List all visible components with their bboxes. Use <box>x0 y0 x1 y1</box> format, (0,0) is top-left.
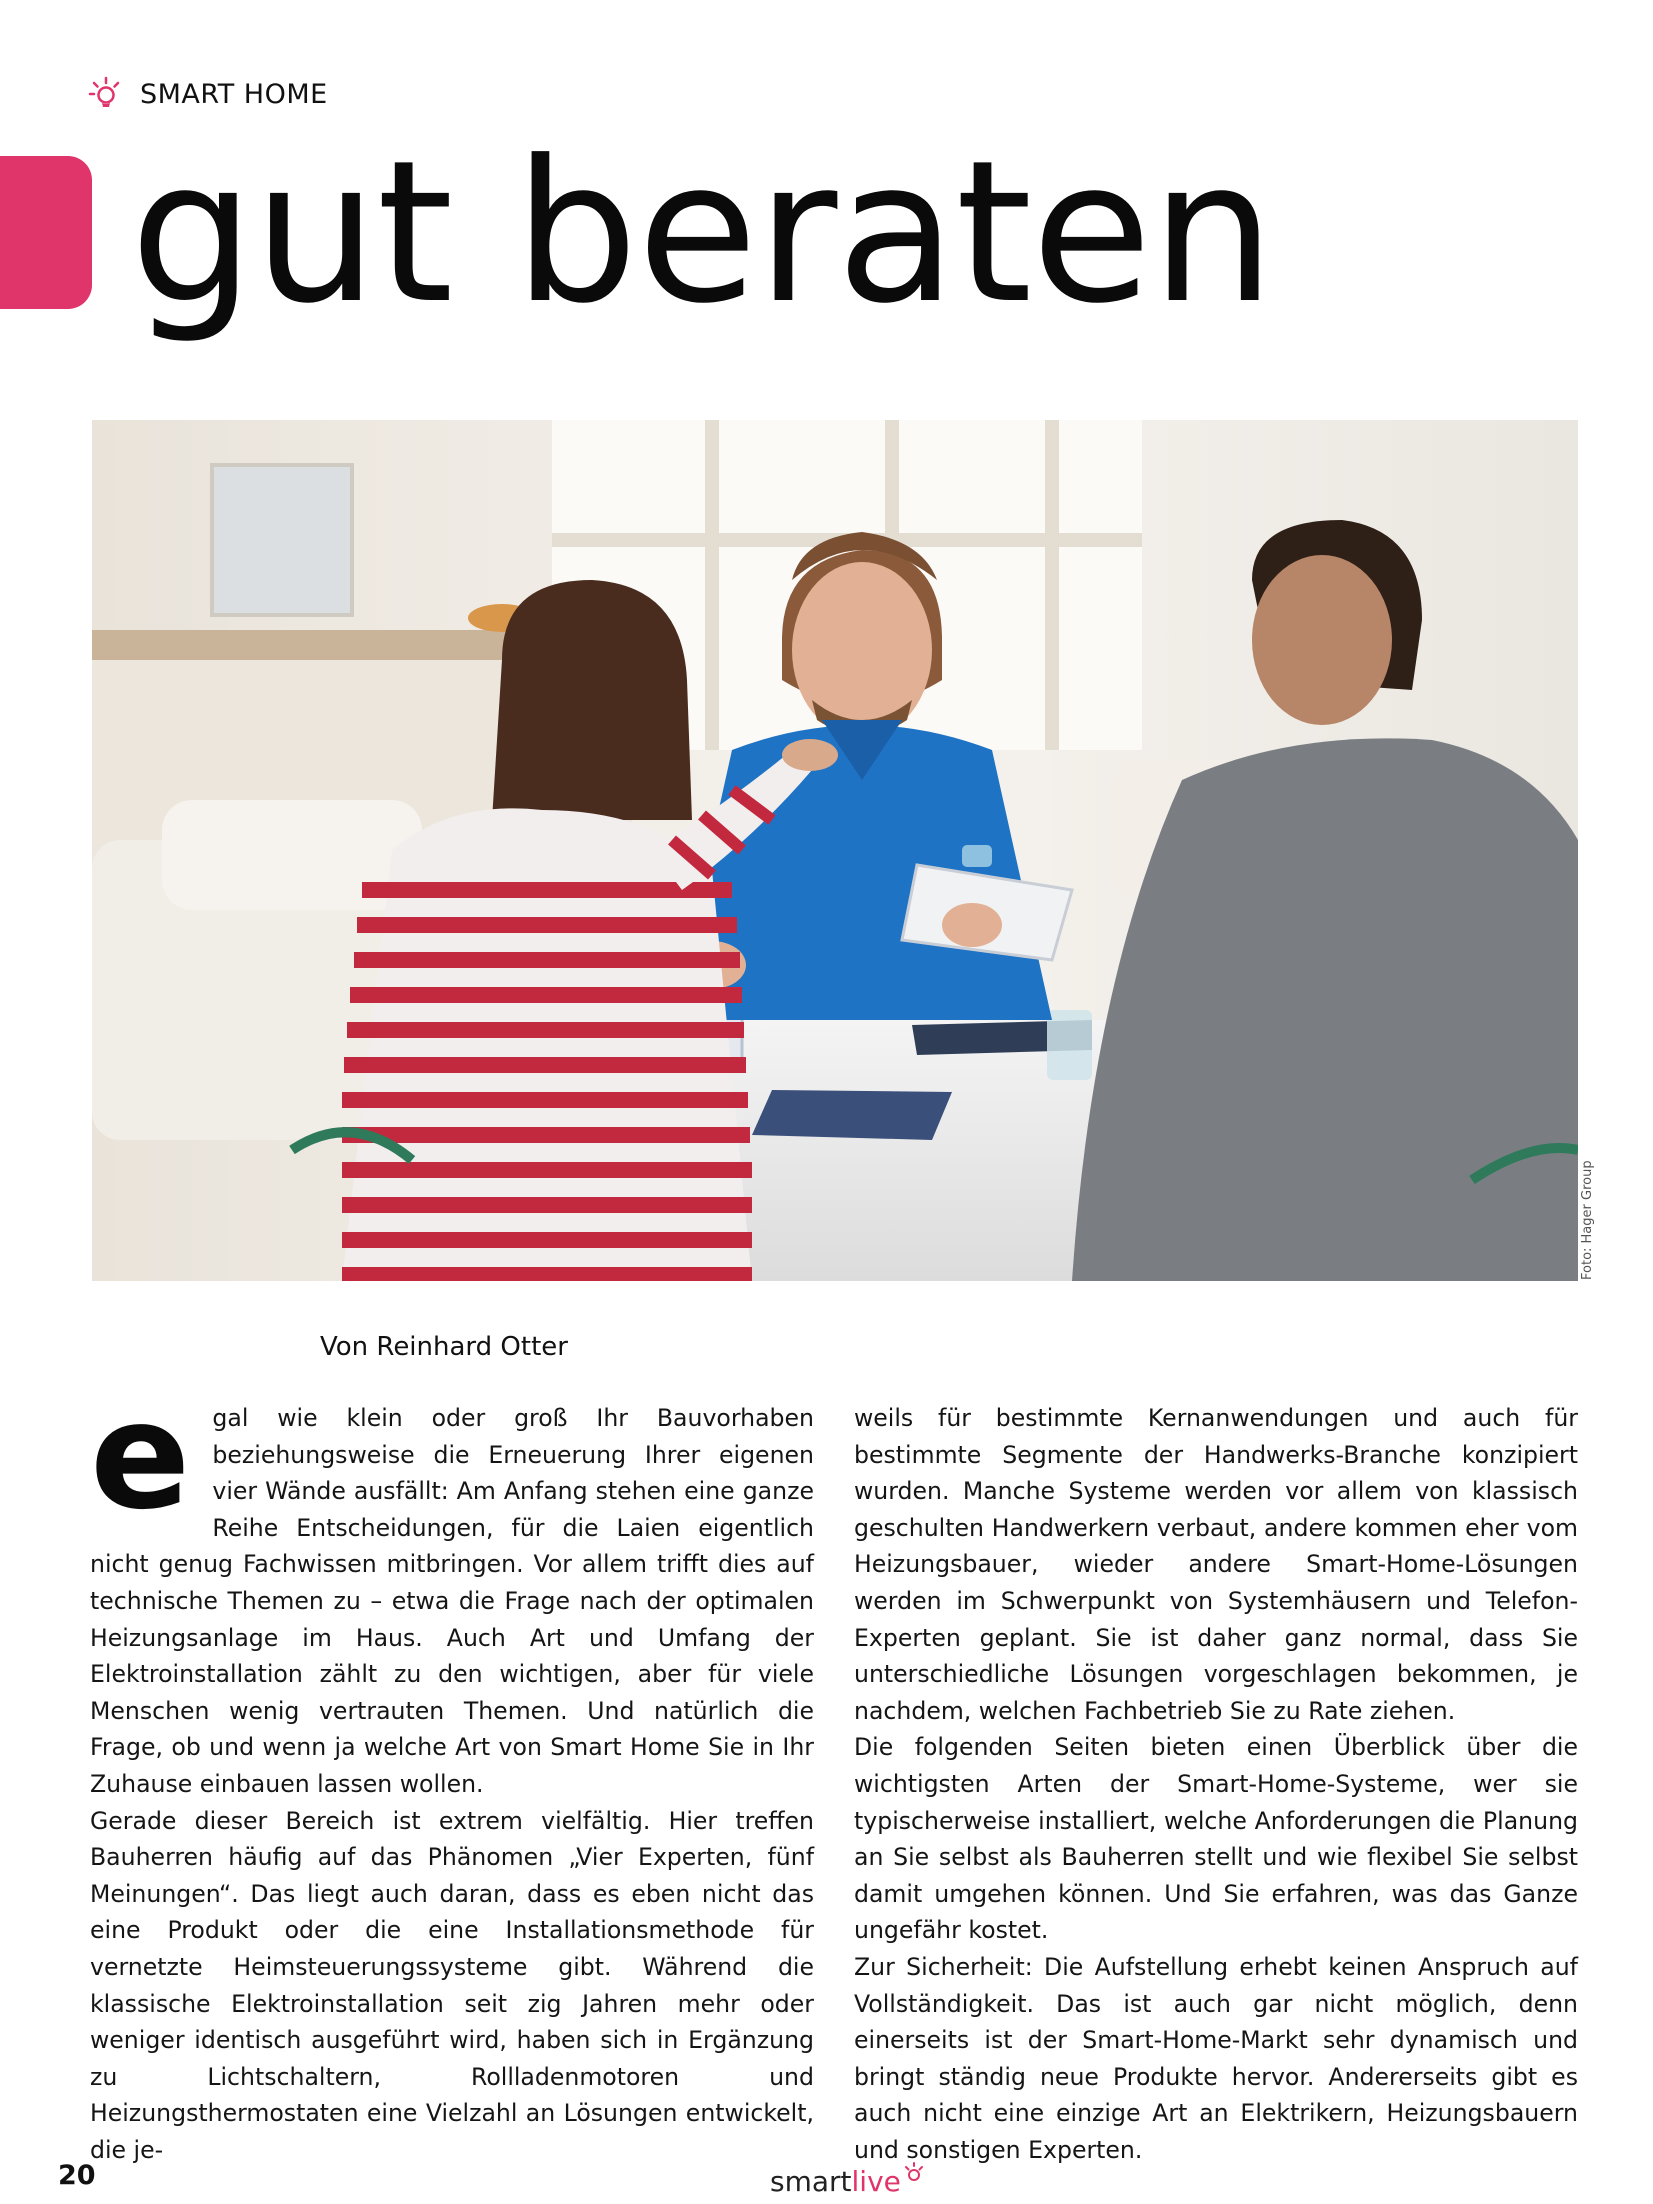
byline: Von Reinhard Otter <box>320 1332 568 1362</box>
article-paragraph: Die folgenden Seiten bieten einen Überblick über die wichtigsten Arten der Smart-Home-Systeme, wer sie typischerweise installiert, welche Anforderungen die Planung an Sie selbst als Bauherren stellt und wie flexibel Sie selbst damit umgehen können. Und Sie erfahren, was das Ganze ungefähr kostet. <box>854 1733 1578 1945</box>
magazine-logo <box>770 2158 925 2198</box>
consultation-photo-illustration <box>92 420 1578 1281</box>
logo-text-live: live <box>851 2165 901 2198</box>
lightbulb-icon <box>903 2162 925 2184</box>
article-paragraph: Zur Sicherheit: Die Aufstellung erhebt keinen Anspruch auf Vollständigkeit. Das ist auch gar nicht möglich, denn einerseits ist der Smart-Home-Markt sehr dynamisch und bringt ständig neue Produkte hervor. Andererseits gibt es auch nicht eine einzige Art an Elektrikern, Heizungsbauern und sonstigen Experten. <box>854 1952 1578 2164</box>
article-paragraph: gal wie klein oder groß Ihr Bauvorhaben beziehungsweise die Erneuerung Ihrer eigenen vier Wände ausfällt: Am Anfang stehen eine ganze Reihe Entscheidungen, für die Laien eigentlich nicht genug Fachwissen mitbringen. Vor allem trifft dies auf technische Themen zu – etwa die Frage nach der optimalen Heizungsanlage im Haus. Auch Art und Umfang der Elektroinstallation zählt zu den wichtigen, aber für viele Menschen wenig vertrauten Themen. Und natürlich die Frage, ob und wenn ja welche Art von Smart Home Sie in Ihr Zuhause einbauen lassen wollen. <box>90 1404 814 1798</box>
page-number: 20 <box>58 2160 96 2191</box>
article-paragraph: Gerade dieser Bereich ist extrem vielfältig. Hier treffen Bauherren häufig auf das Phänomen „Vier Experten, fünf Meinungen“. Das liegt auch daran, dass es eben nicht das eine Produkt oder die eine Installationsmethode für vernetzte Heimsteuerungssysteme gibt. Während die klassische Elektroinstallation seit zig Jahren mehr oder weniger identisch ausgeführt wird, haben sich in Ergänzung zu Lichtschaltern, Rollladenmotoren und Heizungsthermostaten eine Vielzahl an Lösungen entwickelt, die je- <box>90 1806 814 2164</box>
section-header <box>88 74 328 114</box>
article-photo <box>92 420 1578 1281</box>
section-label: SMART HOME <box>140 78 328 110</box>
logo-text-smart: smart <box>770 2165 852 2198</box>
accent-tab <box>0 156 92 309</box>
drop-cap: e <box>90 1370 191 1542</box>
lightbulb-icon <box>88 76 124 112</box>
article-paragraph: weils für bestimmte Kernanwendungen und auch für bestimmte Segmente der Handwerks-Branche konzipiert wurden. Manche Systeme werden vor allem von klassisch geschulten Handwerkern verbaut, andere kommen eher vom Heizungsbauer, wieder andere Smart-Home-Lösungen werden im Schwerpunkt von Systemhäusern und Telefon-Experten geplant. Sie ist daher ganz normal, dass Sie unterschiedliche Lösungen vorgeschlagen bekommen, je nachdem, welchen Fachbetrieb Sie zu Rate ziehen. <box>854 1404 1578 1725</box>
photo-credit: Foto: Hager Group <box>1580 1160 1595 1280</box>
article-column-right <box>854 1400 1578 2168</box>
article-column-left <box>90 1370 814 2168</box>
article-title: gut beraten <box>130 119 1275 347</box>
